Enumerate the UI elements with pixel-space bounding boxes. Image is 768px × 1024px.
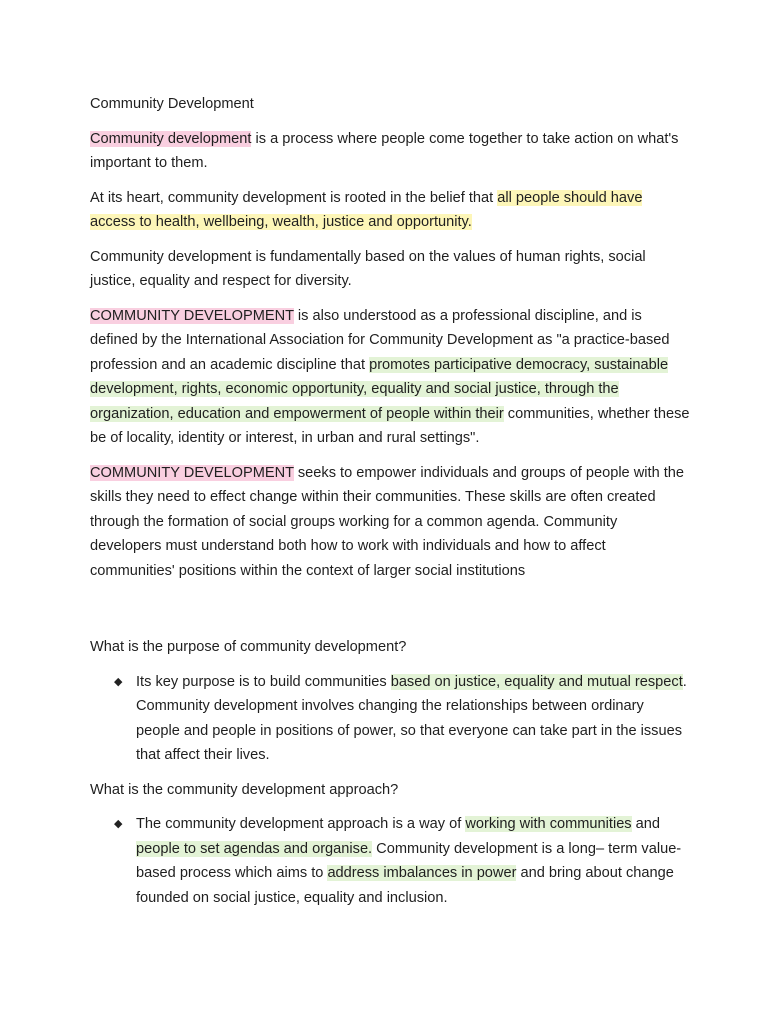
bullet-list-purpose bbox=[90, 670, 690, 768]
highlight-green: based on justice, equality and mutual respect bbox=[390, 673, 683, 690]
paragraph-empower bbox=[90, 461, 690, 584]
highlight-yellow: all people should have access to health, wellbeing, wealth, justice and opportunity. bbox=[90, 189, 643, 230]
paragraph-text: is also understood as a professional discipline, and is defined by the International Association for Community Development as "a practice-based profession and an academic discipline that bbox=[90, 307, 670, 373]
paragraph-text: communities, whether these be of locality, identity or interest, in urban and rural settings". bbox=[90, 405, 690, 446]
question-purpose: What is the purpose of community development? bbox=[90, 639, 407, 655]
diamond-bullet-icon: ◆ bbox=[114, 675, 123, 688]
list-item-text: The community development approach is a way of bbox=[136, 816, 466, 832]
highlight-pink: COMMUNITY DEVELOPMENT bbox=[90, 464, 294, 481]
document-page bbox=[90, 92, 690, 920]
document-title: Community Development bbox=[90, 96, 254, 112]
paragraph-heart bbox=[90, 186, 690, 235]
list-item-text: and bbox=[631, 816, 661, 832]
highlight-green: people to set agendas and organise. bbox=[136, 840, 373, 857]
list-item bbox=[90, 670, 690, 768]
list-item-text: and bring about change founded on social justice, equality and inclusion. bbox=[136, 865, 674, 906]
paragraph-values: Community development is fundamentally based on the values of human rights, social justice, equality and respect for diversity. bbox=[90, 248, 646, 289]
question-approach: What is the community development approach? bbox=[90, 781, 399, 798]
paragraph-text: At its heart, community development is rooted in the belief that bbox=[90, 189, 498, 206]
diamond-bullet-icon: ◆ bbox=[114, 818, 123, 830]
bullet-list-approach bbox=[90, 812, 690, 910]
paragraph-professional-discipline bbox=[90, 304, 690, 451]
highlight-pink: Community development bbox=[90, 130, 252, 147]
list-item bbox=[90, 812, 690, 910]
list-item-text: Its key purpose is to build communities bbox=[136, 673, 391, 690]
highlight-green: working with communities bbox=[465, 816, 632, 832]
paragraph-definition bbox=[90, 127, 690, 176]
highlight-green: address imbalances in power bbox=[327, 865, 517, 881]
highlight-green: promotes participative democracy, sustainable development, rights, economic opportunity, equality and social justice, through the organization, education and empowerment of people within their bbox=[90, 356, 669, 422]
highlight-pink: COMMUNITY DEVELOPMENT bbox=[90, 307, 294, 324]
spacer bbox=[90, 593, 690, 635]
list-item-text: Community development is a long– term value-based process which aims to bbox=[136, 840, 682, 881]
list-item-text: . Community development involves changing the relationships between ordinary people and people in positions of power, so that everyone can take part in the issues that affect their lives. bbox=[136, 673, 687, 763]
paragraph-text: is a process where people come together to take action on what's important to them. bbox=[90, 130, 679, 171]
paragraph-text: seeks to empower individuals and groups of people with the skills they need to effect change within their communities. These skills are often created through the formation of social groups working for a common agenda. Community developers must understand both how to work with individuals and how to affect communities' positions within the context of larger social institutions bbox=[90, 464, 685, 579]
